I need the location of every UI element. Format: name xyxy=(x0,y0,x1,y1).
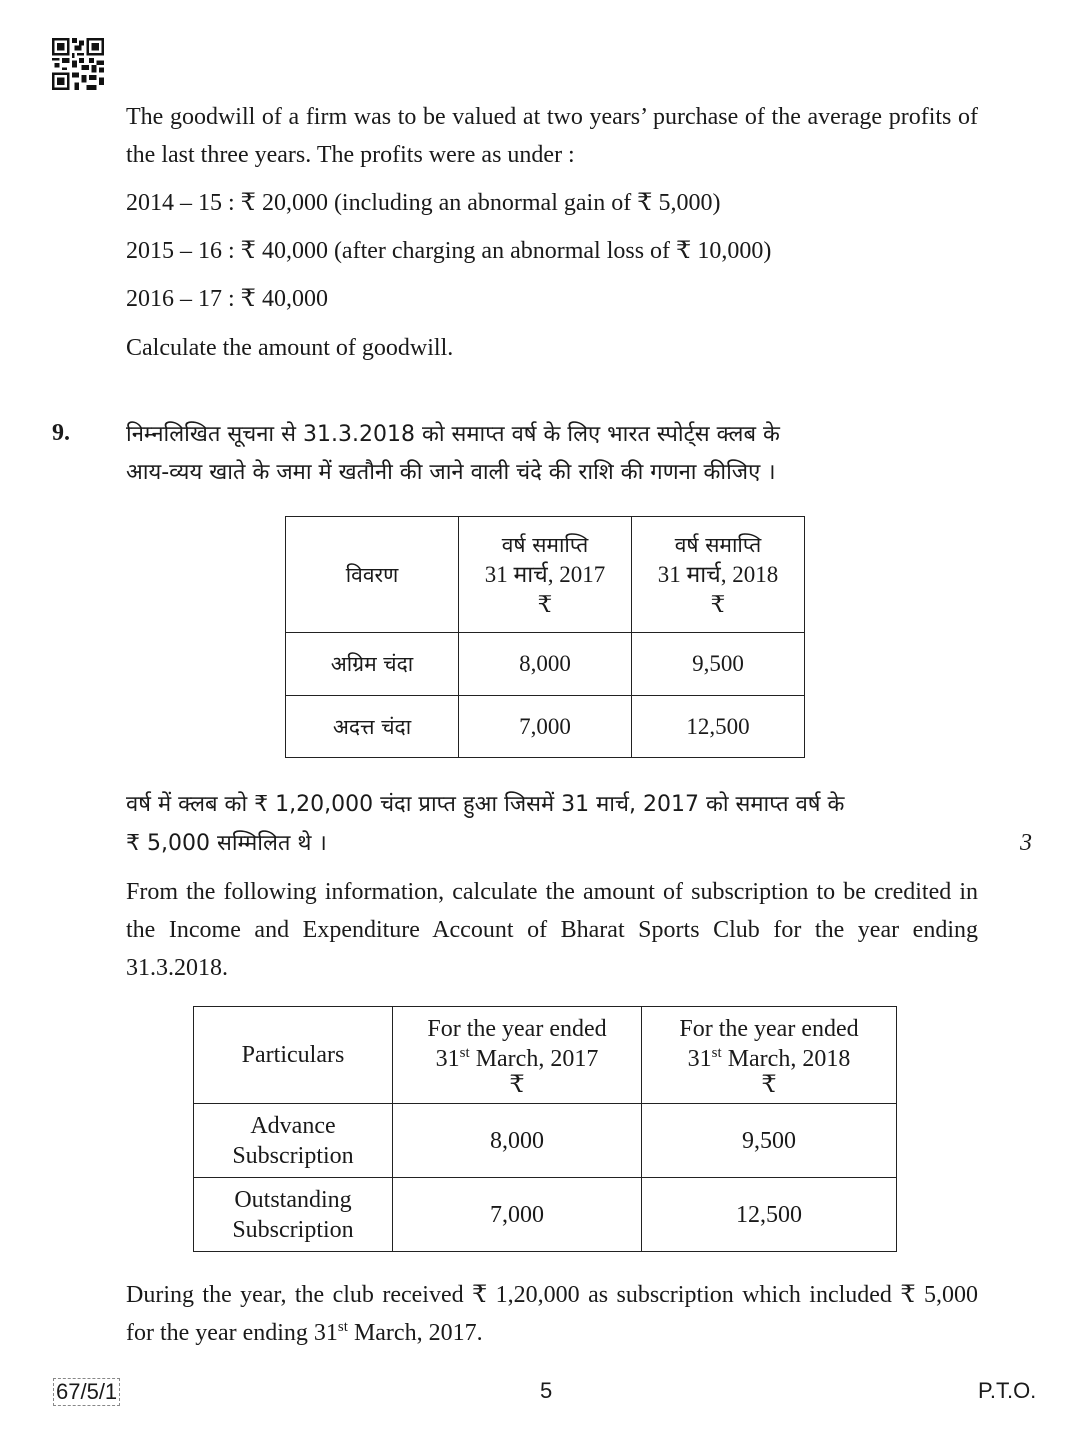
table-row xyxy=(194,1104,897,1178)
cell-value: 8,000 xyxy=(459,633,632,696)
paper-code: 67/5/1 xyxy=(53,1378,120,1406)
row-label: Outstanding Subscription xyxy=(194,1178,393,1252)
cell-value: 12,500 xyxy=(642,1178,897,1252)
cell-value: 9,500 xyxy=(632,633,805,696)
pto-label: P.T.O. xyxy=(978,1378,1037,1403)
qr-code-icon xyxy=(52,38,104,90)
header-2018: For the year ended 31st March, 2018 ₹ xyxy=(642,1007,897,1104)
hindi-prompt-line-2: आय-व्यय खाते के जमा में खतौनी की जाने वाली चंदे की राशि की गणना कीजिए । xyxy=(126,460,776,485)
english-data-table xyxy=(193,1006,897,1252)
header-particulars: विवरण xyxy=(286,517,459,633)
hindi-prompt-line-1: निम्नलिखित सूचना से 31.3.2018 को समाप्त वर्ष के लिए भारत स्पोर्ट्स क्लब के xyxy=(126,422,780,447)
row-label: Advance Subscription xyxy=(194,1104,393,1178)
profit-line-2016-17: 2016 – 17 : ₹ 40,000 xyxy=(126,286,328,312)
hindi-data-table xyxy=(285,516,805,758)
header-2017: For the year ended 31st March, 2017 ₹ xyxy=(393,1007,642,1104)
english-prompt: From the following information, calculate the amount of subscription to be credited in the Income and Expenditure Account of Bharat Sports Club for the year ending 31.3.2018. xyxy=(126,879,978,981)
hindi-note-line-1: वर्ष में क्लब को ₹ 1,20,000 चंदा प्राप्त हुआ जिसमें 31 मार्च, 2017 को समाप्त वर्ष के xyxy=(126,792,845,817)
cell-value: 12,500 xyxy=(632,696,805,758)
profit-line-2015-16: 2015 – 16 : ₹ 40,000 (after charging an abnormal loss of ₹ 10,000) xyxy=(126,238,772,264)
table-row xyxy=(286,633,805,696)
goodwill-question-intro: The goodwill of a firm was to be valued at two years’ purchase of the average profits of the last three years. The profits were as under : xyxy=(126,104,978,168)
table-row xyxy=(286,696,805,758)
hindi-note-line-2: ₹ 5,000 सम्मिलित थे । xyxy=(126,831,327,856)
question-number: 9. xyxy=(52,420,70,446)
header-2017: वर्ष समाप्ति 31 मार्च, 2017 ₹ xyxy=(459,517,632,633)
row-label: अदत्त चंदा xyxy=(286,696,459,758)
table-row xyxy=(194,1178,897,1252)
cell-value: 9,500 xyxy=(642,1104,897,1178)
header-particulars: Particulars xyxy=(194,1007,393,1104)
cell-value: 7,000 xyxy=(459,696,632,758)
page-number: 5 xyxy=(540,1378,553,1403)
table-header-row xyxy=(194,1007,897,1104)
row-label: अग्रिम चंदा xyxy=(286,633,459,696)
header-2018: वर्ष समाप्ति 31 मार्च, 2018 ₹ xyxy=(632,517,805,633)
cell-value: 8,000 xyxy=(393,1104,642,1178)
english-note: During the year, the club received ₹ 1,20,000 as subscription which included ₹ 5,000 for the year ending 31st March, 2017. xyxy=(126,1282,978,1346)
goodwill-instruction: Calculate the amount of goodwill. xyxy=(126,335,454,361)
question-marks: 3 xyxy=(1020,830,1032,856)
profit-line-2014-15: 2014 – 15 : ₹ 20,000 (including an abnormal gain of ₹ 5,000) xyxy=(126,190,721,216)
table-header-row xyxy=(286,517,805,633)
cell-value: 7,000 xyxy=(393,1178,642,1252)
